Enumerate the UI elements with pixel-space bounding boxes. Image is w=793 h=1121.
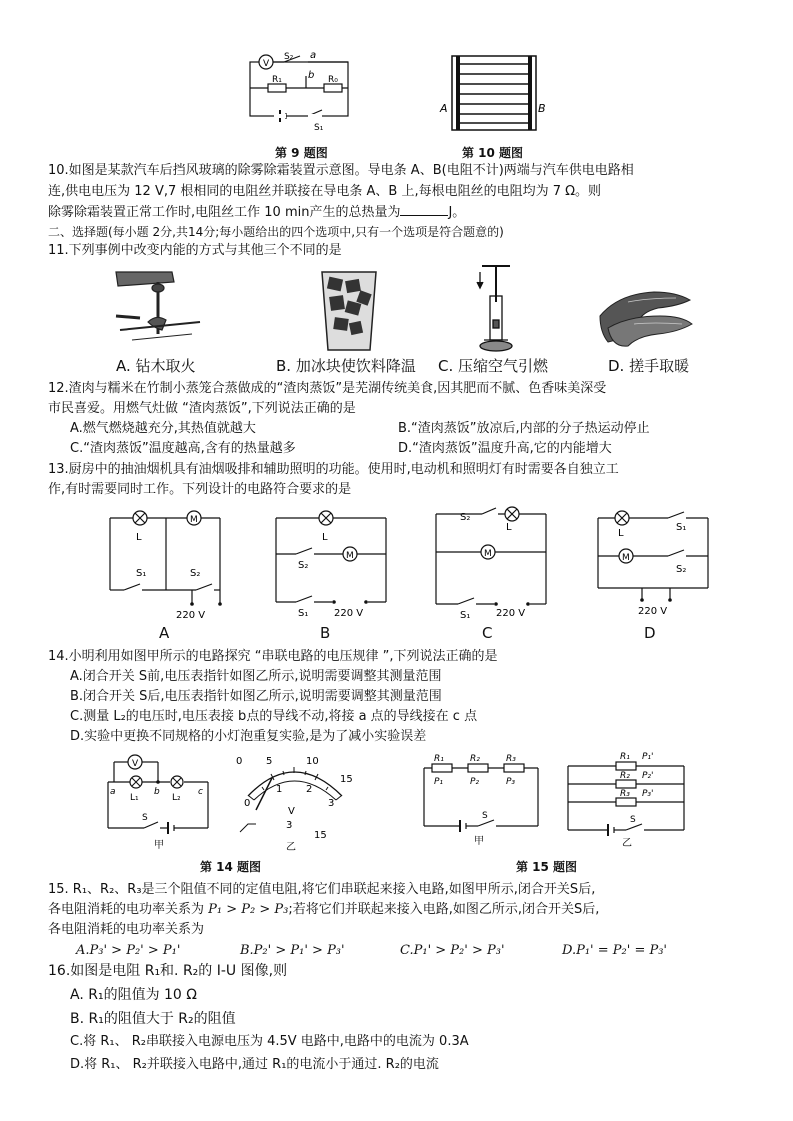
dial-bottom-1: 1 xyxy=(276,784,283,795)
q10-line-2: 连,供电电压为 12 V,7 根相同的电阻丝并联接在导电条 A、B 上,每根电阻丝的电阻均为 7 Ω。则 xyxy=(48,184,602,199)
dial-top-10: 10 xyxy=(306,756,319,767)
fig9-r0-label: R₀ xyxy=(328,75,338,85)
s2-label: S₂ xyxy=(460,512,471,523)
fig15-circuit-jia xyxy=(418,752,544,848)
q15-line-3: 各电阻消耗的电功率关系为 xyxy=(48,922,205,937)
fig14-s-label: S xyxy=(142,813,148,823)
section-2-heading: 二、选择题(每小题 2分,共14分;每小题给出的四个选项中,只有一个选项是符合题意的) xyxy=(48,225,504,239)
q13-circuit-a xyxy=(100,504,230,620)
s2-label: S₂ xyxy=(190,568,201,579)
q15-series-relation: P₁ > P₂ > P₃ xyxy=(208,902,289,917)
q15-line-2a: 各电阻消耗的电功率关系为 xyxy=(48,902,209,917)
q12-option-a: A.燃气燃烧越充分,其热值就越大 xyxy=(70,421,256,436)
s2-label: S₂ xyxy=(676,564,687,575)
fig15-jia-label: 甲 xyxy=(474,836,484,847)
fig15-jia-r3: R₃ xyxy=(506,754,516,764)
q13-circuit-d xyxy=(588,500,718,622)
fig14-yi-label: 乙 xyxy=(286,842,296,852)
fig9-s2-label: S₂ xyxy=(284,52,294,62)
q16-stem: 16.如图是电阻 R₁和. R₂的 I-U 图像,则 xyxy=(48,963,288,979)
q11-option-b: B. 加冰块使饮料降温 xyxy=(276,357,416,375)
s1-label: S₁ xyxy=(460,610,471,618)
q11-option-c: C. 压缩空气引燃 xyxy=(438,357,549,375)
q14-stem: 14.小明利用如图甲所示的电路探究 “串联电路的电压规律 ”,下列说法正确的是 xyxy=(48,649,498,664)
q12-option-c: C.“渣肉蒸饭”温度越高,含有的热量越多 xyxy=(70,441,296,456)
dial-terminal-3: 3 xyxy=(286,820,293,831)
compressed-air-igniter-picture xyxy=(476,262,520,354)
fig15-yi-r3: R₃ xyxy=(620,789,630,799)
motor-label: M xyxy=(190,515,198,525)
fig14-voltmeter-dial-yi xyxy=(226,752,356,852)
q14-option-d: D.实验中更换不同规格的小灯泡重复实验,是为了减小实验误差 xyxy=(70,729,427,744)
fig15-yi-s: S xyxy=(630,815,636,825)
q14-option-a: A.闭合开关 S前,电压表指针如图乙所示,说明需要调整其测量范围 xyxy=(70,669,442,684)
q10-line-3b: J。 xyxy=(448,205,466,220)
s2-label: S₂ xyxy=(298,560,309,571)
q13-line-1: 13.厨房中的抽油烟机具有油烟吸排和辅助照明的功能。使用时,电动机和照明灯有时需要各自独立工 xyxy=(48,462,619,477)
fig14-l2-label: L₂ xyxy=(172,793,181,803)
figure-9-caption: 第 9 题图 xyxy=(275,146,328,160)
fig9-b-label: b xyxy=(308,70,315,81)
q15-option-c: C.P₁' > P₂' > P₃' xyxy=(400,943,505,958)
q13-circuit-c xyxy=(426,500,556,618)
fig14-circuit-jia xyxy=(104,752,216,852)
q13-letter-d: D xyxy=(644,624,656,642)
q15-option-d: D.P₁' = P₂' = P₃' xyxy=(562,943,668,958)
figure-15-caption: 第 15 题图 xyxy=(516,860,578,874)
q15-option-b: B.P₂' > P₁' > P₃' xyxy=(240,943,345,958)
q15-option-a: A.P₃' > P₂' > P₁' xyxy=(76,943,181,958)
q12-option-d: D.“渣肉蒸饭”温度升高,它的内能增大 xyxy=(398,441,612,456)
voltage-label: 220 V xyxy=(638,606,668,617)
q12-line-2: 市民喜爱。用燃气灶做 “渣肉蒸饭”,下列说法正确的是 xyxy=(48,401,356,416)
dial-top-5: 5 xyxy=(266,756,273,767)
q13-letter-b: B xyxy=(320,624,331,642)
q11-stem: 11.下列事例中改变内能的方式与其他三个不同的是 xyxy=(48,243,342,258)
q16-option-d: D.将 R₁、 R₂并联接入电路中,通过 R₁的电流小于通过. R₂的电流 xyxy=(70,1057,439,1072)
fig9-a-label: a xyxy=(310,50,317,61)
lamp-label: L xyxy=(322,532,328,543)
dial-bottom-0: 0 xyxy=(244,798,251,809)
dial-bottom-3: 3 xyxy=(328,798,335,809)
fig15-jia-r1: R₁ xyxy=(434,754,444,764)
q12-line-1: 12.渣肉与糯米在竹制小蒸笼合蒸做成的“渣肉蒸饭”是芜湖传统美食,因其肥而不腻、色香味美深受 xyxy=(48,381,607,396)
fig15-circuit-yi xyxy=(562,750,692,850)
dial-left-zero: 0 xyxy=(236,756,243,767)
ice-drink-picture xyxy=(318,266,380,354)
q15-line-1: 15. R₁、R₂、R₃是三个阻值不同的定值电阻,将它们串联起来接入电路,如图甲所示,闭合开关S后, xyxy=(48,882,596,897)
fig14-point-b: b xyxy=(154,787,160,797)
q14-option-c: C.测量 L₂的电压时,电压表接 b点的导线不动,将接 a 点的导线接在 c 点 xyxy=(70,709,478,724)
q10-line-1: 10.如图是某款汽车后挡风玻璃的除雾除霜装置示意图。导电条 A、B(电阻不计)两端与汽车供电电路相 xyxy=(48,163,634,178)
lamp-label: L xyxy=(136,532,142,543)
fig9-voltmeter-label: V xyxy=(263,59,270,69)
dial-top-15: 15 xyxy=(340,774,353,785)
q11-option-a: A. 钻木取火 xyxy=(116,357,196,375)
q13-line-2: 作,有时需要同时工作。下列设计的电路符合要求的是 xyxy=(48,482,352,497)
fig15-jia-p2: P₂ xyxy=(470,777,480,787)
fig15-yi-label: 乙 xyxy=(622,838,632,849)
motor-label: M xyxy=(346,551,354,561)
q10-line-3a: 除雾除霜装置正常工作时,电阻丝工作 10 min产生的总热量为 xyxy=(48,205,401,220)
fig14-point-c: c xyxy=(198,787,203,797)
q16-option-c: C.将 R₁、 R₂串联接入电源电压为 4.5V 电路中,电路中的电流为 0.3A xyxy=(70,1034,469,1049)
voltage-label: 220 V xyxy=(176,610,206,620)
q16-option-a: A. R₁的阻值为 10 Ω xyxy=(70,987,197,1003)
dial-unit-v: V xyxy=(288,806,295,817)
q13-letter-a: A xyxy=(159,624,170,642)
fig14-point-a: a xyxy=(110,787,116,797)
fig9-s1-label: S₁ xyxy=(314,123,324,133)
fig15-yi-r1: R₁ xyxy=(620,752,630,762)
q16-option-b: B. R₁的阻值大于 R₂的阻值 xyxy=(70,1011,236,1027)
fig15-jia-p3: P₃ xyxy=(506,777,516,787)
q13-circuit-b xyxy=(266,498,396,618)
q15-line-2b: ;若将它们并联起来接入电路,如图乙所示,闭合开关S后, xyxy=(288,902,600,917)
fig14-voltmeter-label: V xyxy=(132,759,139,769)
lamp-label: L xyxy=(618,528,624,539)
q12-option-b: B.“渣肉蒸饭”放凉后,内部的分子热运动停止 xyxy=(398,421,650,436)
fig10-a-label: A xyxy=(440,102,448,115)
s1-label: S₁ xyxy=(298,608,309,618)
figure-14-caption: 第 14 题图 xyxy=(200,860,262,874)
motor-label: M xyxy=(484,549,492,559)
dial-bottom-2: 2 xyxy=(306,784,313,795)
motor-label: M xyxy=(622,553,630,563)
q10-line-3 xyxy=(48,203,465,222)
fig14-jia-label: 甲 xyxy=(154,840,164,851)
q13-letter-c: C xyxy=(482,624,493,642)
figure-10-defroster xyxy=(438,52,550,138)
voltage-label: 220 V xyxy=(334,608,364,618)
fig9-r1-label: R₁ xyxy=(272,75,282,85)
fig15-yi-r2: R₂ xyxy=(620,771,630,781)
q11-option-d: D. 搓手取暖 xyxy=(608,357,690,375)
lamp-label: L xyxy=(506,522,512,533)
fig15-yi-p3: P₃' xyxy=(642,789,654,799)
fig14-l1-label: L₁ xyxy=(130,793,139,803)
figure-10-caption: 第 10 题图 xyxy=(462,146,524,160)
s1-label: S₁ xyxy=(676,522,687,533)
answer-blank xyxy=(400,203,448,216)
fig15-jia-p1: P₁ xyxy=(434,777,444,787)
figure-9-circuit xyxy=(244,48,354,134)
dial-terminal-15: 15 xyxy=(314,830,327,841)
fig15-jia-s: S xyxy=(482,811,488,821)
voltage-label: 220 V xyxy=(496,608,526,618)
s1-label: S₁ xyxy=(136,568,147,579)
drill-wood-fire-picture xyxy=(112,268,204,352)
fig15-yi-p2: P₂' xyxy=(642,771,654,781)
fig15-yi-p1: P₁' xyxy=(642,752,654,762)
fig10-b-label: B xyxy=(538,102,546,115)
q14-option-b: B.闭合开关 S后,电压表指针如图乙所示,说明需要调整其测量范围 xyxy=(70,689,442,704)
q15-line-2 xyxy=(48,901,599,919)
fig15-jia-r2: R₂ xyxy=(470,754,480,764)
rubbing-hands-picture xyxy=(598,286,694,352)
